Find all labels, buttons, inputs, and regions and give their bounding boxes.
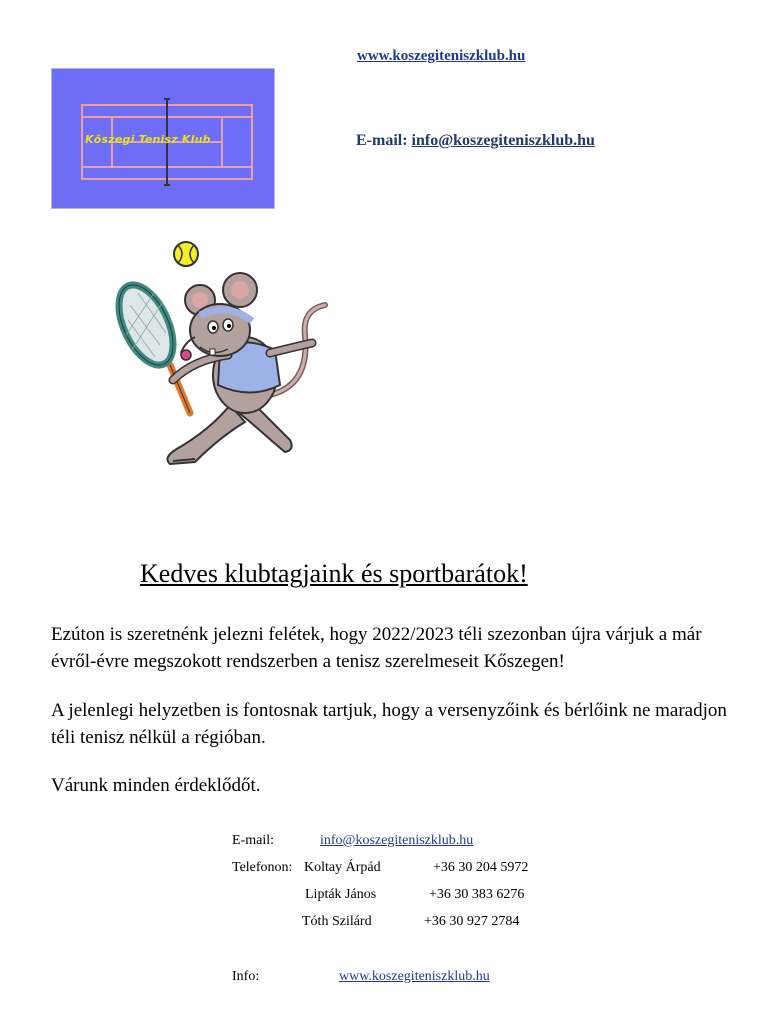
- logo-text: Kőszegi Tenisz Klub: [85, 133, 211, 146]
- contact-phone-number: +36 30 383 6276: [429, 887, 525, 902]
- email-label-top: E-mail:: [356, 132, 408, 149]
- contact-phone-number: +36 30 204 5972: [433, 860, 529, 875]
- contact-info-label: Info:: [232, 969, 260, 984]
- contact-name: Koltay Árpád: [304, 860, 381, 875]
- club-logo: [51, 68, 275, 209]
- letter-paragraph: Várunk minden érdeklődőt.: [51, 775, 261, 796]
- tennis-mouse-illustration: [110, 235, 330, 475]
- greeting-heading: Kedves klubtagjaink és sportbarátok!: [140, 559, 528, 588]
- email-link-top[interactable]: info@koszegiteniszklub.hu: [411, 132, 595, 149]
- email-line-top: [356, 132, 595, 150]
- website-link-top[interactable]: www.koszegiteniszklub.hu: [357, 48, 526, 64]
- tennis-racket-icon: [110, 277, 190, 413]
- letter-paragraph: Ezúton is szeretnénk jelezni felétek, hogy 2022/2023 téli szezonban újra várjuk a már évről-évre megszokott rendszerben a tenisz szerelmeseit Kőszegen!: [51, 624, 702, 672]
- tennis-ball-icon: [174, 242, 198, 266]
- contact-phone-label: Telefonon:: [232, 860, 293, 875]
- letter-paragraph: A jelenlegi helyzetben is fontosnak tartjuk, hogy a versenyzőink és bérlőink ne maradjon téli tenisz nélkül a régióban.: [51, 700, 727, 748]
- contact-name: Lipták János: [305, 887, 377, 902]
- contact-phone-number: +36 30 927 2784: [424, 914, 520, 929]
- contact-email-link[interactable]: info@koszegiteniszklub.hu: [320, 833, 474, 848]
- contact-name: Tóth Szilárd: [302, 914, 372, 929]
- contact-website-link[interactable]: www.koszegiteniszklub.hu: [339, 969, 490, 984]
- contact-email-label: E-mail:: [232, 833, 274, 848]
